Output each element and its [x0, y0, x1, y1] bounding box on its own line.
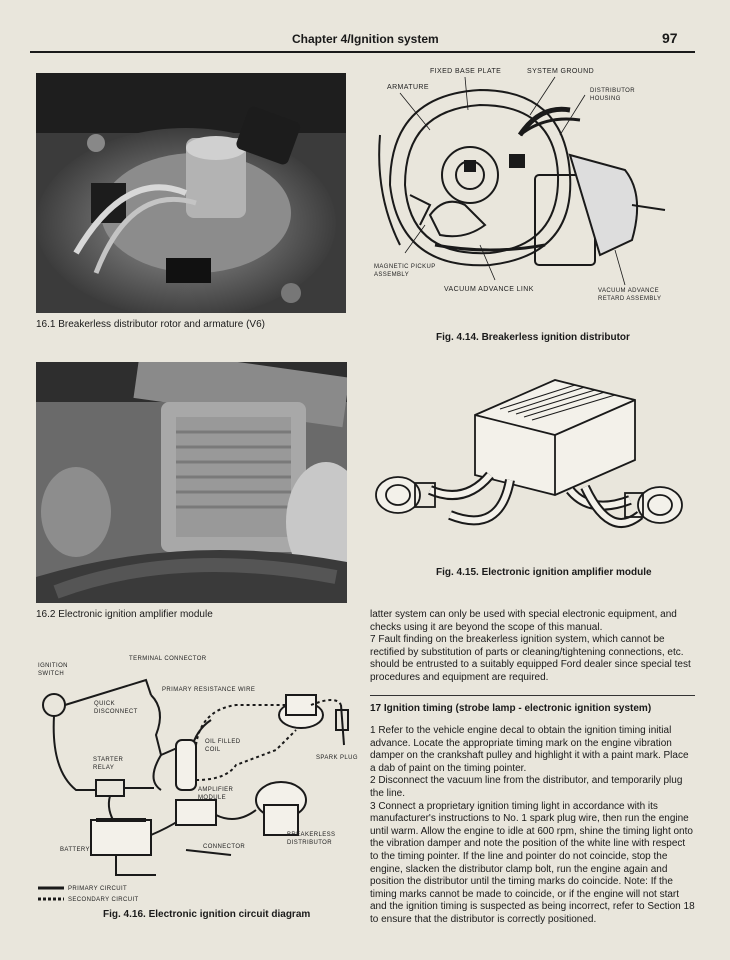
label-ignition-switch-line2: SWITCH — [38, 671, 65, 677]
label-quick-disconnect-line1: QUICK — [94, 701, 116, 707]
paragraph: 2 Disconnect the vacuum line from the distributor, and temporarily plug the line. — [370, 775, 683, 799]
paragraph: 1 Refer to the vehicle engine decal to obtain the ignition timing initial advance. Locate the appropriate timing mark on the engine vibration damper on the crankshaft pulley and highlight it with a paint mark. Place a dab of paint on the timing pointer. — [370, 725, 689, 774]
chapter-title: Chapter 4/Ignition system — [292, 32, 439, 46]
label-system-ground: SYSTEM GROUND — [527, 68, 595, 75]
header-rule — [30, 51, 695, 53]
label-distributor-housing-line1: DISTRIBUTOR — [590, 88, 635, 94]
photo1-caption: 16.1 Breakerless distributor rotor and armature (V6) — [36, 319, 265, 330]
label-breakerless-distributor — [287, 831, 335, 847]
label-connector: CONNECTOR — [203, 844, 246, 850]
section-text — [370, 725, 695, 927]
fig416-caption: Fig. 4.16. Electronic ignition circuit diagram — [103, 909, 311, 920]
photo-distributor-rotor-image — [36, 73, 346, 313]
label-oil-filled-coil — [205, 738, 240, 754]
label-starter-relay — [93, 756, 123, 772]
continuation-text — [370, 609, 695, 685]
label-oil-filled-coil-line2: COIL — [205, 747, 221, 753]
label-amplifier-module-line1: AMPLIFIER — [198, 787, 234, 793]
label-starter-relay-line1: STARTER — [93, 757, 124, 763]
label-magnetic-pickup — [374, 263, 436, 279]
label-amplifier-module-line2: MODULE — [198, 795, 227, 801]
label-magnetic-pickup-line2: ASSEMBLY — [374, 272, 410, 278]
section-title: 17 Ignition timing (strobe lamp - electronic ignition system) — [370, 703, 652, 714]
photo-amplifier-module — [36, 362, 347, 603]
photo2-caption: 16.2 Electronic ignition amplifier module — [36, 609, 213, 620]
label-terminal-connector: TERMINAL CONNECTOR — [129, 656, 207, 662]
label-quick-disconnect-line2: DISCONNECT — [94, 709, 138, 715]
label-spark-plug: SPARK PLUG — [316, 755, 358, 761]
label-vacuum-advance-retard-line2: RETARD ASSEMBLY — [598, 296, 662, 302]
label-magnetic-pickup-line1: MAGNETIC PICKUP — [374, 264, 436, 270]
label-ignition-switch — [38, 662, 68, 678]
label-starter-relay-line2: RELAY — [93, 765, 115, 771]
label-vacuum-advance-retard — [598, 287, 661, 303]
legend-secondary-circuit: SECONDARY CIRCUIT — [68, 897, 139, 903]
label-breakerless-distributor-line1: BREAKERLESS — [287, 832, 336, 838]
fig414-caption: Fig. 4.14. Breakerless ignition distributor — [436, 332, 630, 343]
label-ignition-switch-line1: IGNITION — [38, 663, 68, 669]
photo-distributor-rotor — [36, 73, 346, 313]
label-vacuum-advance-link: VACUUM ADVANCE LINK — [444, 286, 534, 293]
label-fixed-base-plate: FIXED BASE PLATE — [430, 68, 502, 75]
legend-primary-circuit: PRIMARY CIRCUIT — [68, 886, 128, 892]
paragraph: 7 Fault finding on the breakerless ignition system, which cannot be rectified by substitution of parts or cleaning/tightening connections, etc. should be entrusted to a suitably equipped Ford dealer since special test procedures and equipment are required. — [370, 634, 691, 683]
label-armature: ARMATURE — [387, 84, 429, 91]
section-divider — [370, 695, 695, 696]
fig415-amplifier-drawing — [370, 365, 690, 555]
label-distributor-housing — [590, 87, 635, 103]
page-number: 97 — [662, 30, 678, 46]
label-distributor-housing-line2: HOUSING — [590, 96, 621, 102]
label-vacuum-advance-retard-line1: VACUUM ADVANCE — [598, 288, 660, 294]
label-primary-resistance-wire: PRIMARY RESISTANCE WIRE — [162, 687, 256, 693]
fig415-caption: Fig. 4.15. Electronic ignition amplifier module — [436, 567, 652, 578]
label-oil-filled-coil-line1: OIL FILLED — [205, 739, 241, 745]
label-quick-disconnect — [94, 700, 138, 716]
label-amplifier-module — [198, 786, 233, 802]
label-battery: BATTERY — [60, 847, 90, 853]
paragraph: 3 Connect a proprietary ignition timing light in accordance with its manufacturer's instructions to No. 1 spark plug wire, then run the engine until warm. Allow the engine to idle at 600 rpm, shine the timing light onto the vibration damper and note the position of the white line with respect to the timing pointer. If the line and pointer do not coincide, stop the engine, slacken the distributor clamp bolt, run the engine again and position the distributor until the timing marks do coincide. Note: If the timing marks cannot be made to coincide, or if the engine will not start and the ignition timing is suspected as being incorrect, refer to Section 18 to ensure that the distributor is correctly positioned. — [370, 800, 695, 925]
paragraph: latter system can only be used with special electronic equipment, and checks using it are beyond the scope of this manual. — [370, 609, 677, 633]
label-breakerless-distributor-line2: DISTRIBUTOR — [287, 840, 332, 846]
photo-amplifier-module-image — [36, 362, 347, 603]
